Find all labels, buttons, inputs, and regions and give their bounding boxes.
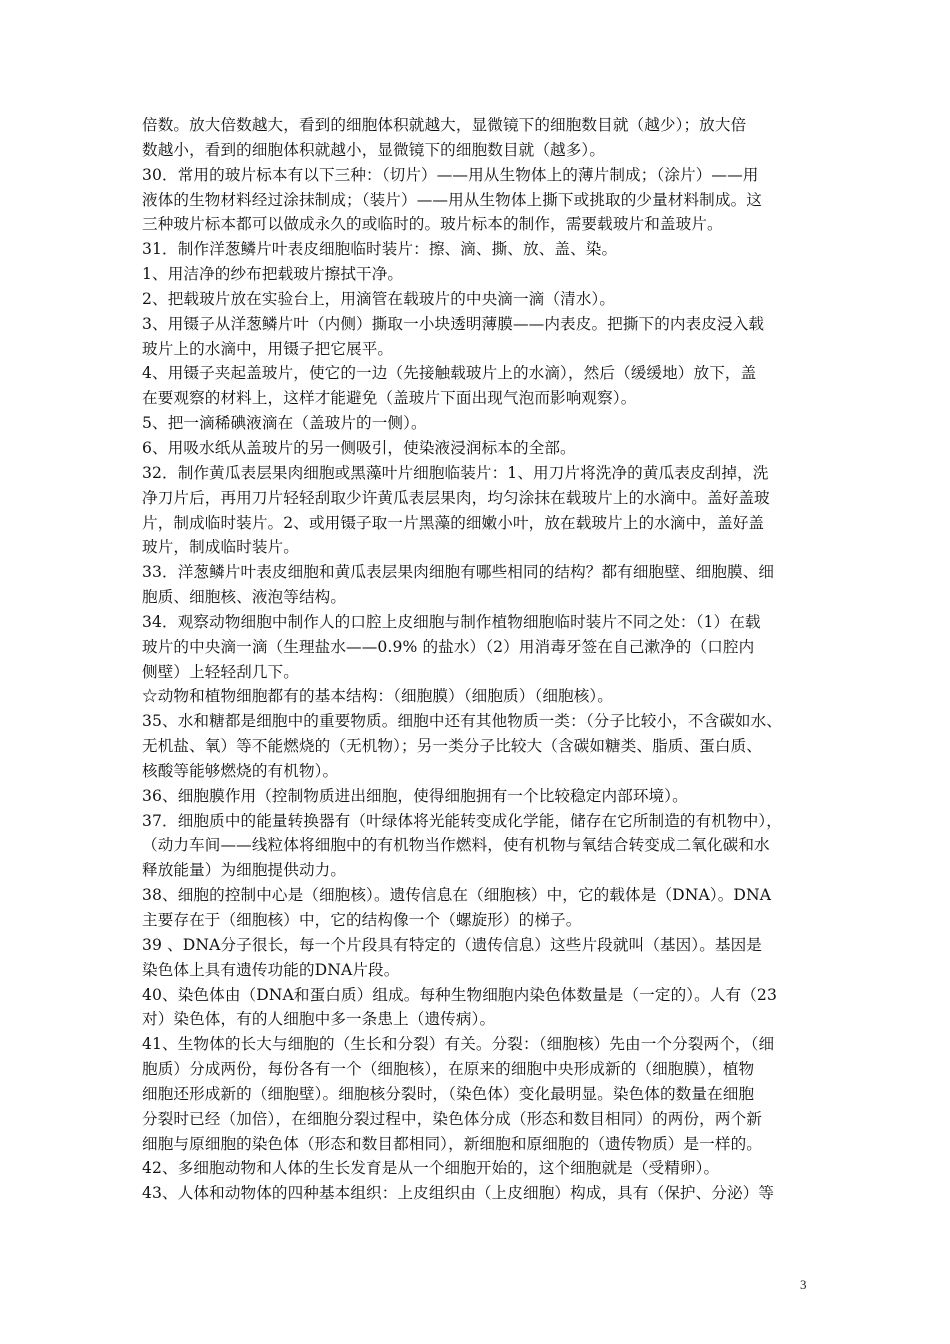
text-line: 41、生物体的长大与细胞的（生长和分裂）有关。分裂：（细胞核）先由一个分裂两个，（细: [142, 1035, 775, 1054]
text-line: 1、用洁净的纱布把载玻片擦拭干净。: [142, 265, 404, 284]
text-line: 38、细胞的控制中心是（细胞核）。遗传信息在（细胞核）中，它的载体是（DNA）。DNA: [142, 886, 772, 905]
text-line: 对）染色体，有的人细胞中多一条患上（遗传病）。: [142, 1010, 496, 1029]
text-line: 染色体上具有遗传功能的DNA片段。: [142, 960, 400, 979]
text-line: 在要观察的材料上，这样才能避免（盖玻片下面出现气泡而影响观察）。: [142, 389, 637, 408]
text-line: ☆动物和植物细胞都有的基本结构：（细胞膜）（细胞质）（细胞核）。: [142, 687, 614, 706]
text-line: 倍数。放大倍数越大，看到的细胞体积就越大，显微镜下的细胞数目就（越少）；放大倍: [142, 116, 747, 134]
text-line: 释放能量）为细胞提供动力。: [142, 861, 347, 880]
text-line: 三种玻片标本都可以做成永久的或临时的。玻片标本的制作，需要载玻片和盖玻片。: [142, 215, 723, 234]
text-line: 数越小，看到的细胞体积就越小，显微镜下的细胞数目就（越多）。: [142, 140, 606, 159]
text-line: 5、把一滴稀碘液滴在（盖玻片的一侧）。: [142, 414, 427, 433]
text-line: 43、人体和动物体的四种基本组织：上皮组织由（上皮细胞）构成，具有（保护、分泌）等: [142, 1184, 775, 1203]
text-line: 36、细胞膜作用（控制物质进出细胞，使得细胞拥有一个比较稳定内部环境）。: [142, 786, 688, 805]
text-line: 主要存在于（细胞核）中，它的结构像一个（螺旋形）的梯子。: [142, 911, 582, 929]
text-line: 4、用镊子夹起盖玻片，使它的一边（先接触载玻片上的水滴），然后（缓缓地）放下，盖: [142, 364, 757, 383]
text-line: 液体的生物材料经过涂抹制成；（装片）——用从生物体上撕下或挑取的少量材料制成。这: [142, 190, 762, 209]
text-line: 玻片的中央滴一滴（生理盐水——0.9% 的盐水）（2）用消毒牙签在自己漱净的（口腔内: [142, 637, 755, 656]
page-body: [142, 113, 812, 1206]
text-line: 2、把载玻片放在实验台上，用滴管在载玻片的中央滴一滴（清水）。: [142, 289, 616, 308]
text-line: 核酸等能够燃烧的有机物）。: [142, 761, 339, 780]
text-line: 细胞还形成新的（细胞壁）。细胞核分裂时，（染色体）变化最明显。染色体的数量在细胞: [142, 1084, 755, 1103]
text-line: 40、染色体由（DNA和蛋白质）组成。每种生物细胞内染色体数量是（一定的）。人有（23: [142, 985, 777, 1004]
text-line: 34．观察动物细胞中制作人的口腔上皮细胞与制作植物细胞临时装片不同之处：（1）在载: [142, 612, 761, 631]
text-line: 玻片，制成临时装片。: [142, 538, 299, 557]
text-line: 39 、DNA分子很长，每一个片段具有特定的（遗传信息）这些片段就叫（基因）。基因是: [142, 935, 762, 954]
text-line: 31．制作洋葱鳞片叶表皮细胞临时装片：擦、滴、撕、放、盖、染。: [142, 240, 618, 259]
text-line: 胞质）分成两份，每份各有一个（细胞核），在原来的细胞中央形成新的（细胞膜），植物: [142, 1060, 755, 1079]
text-line: （动力车间——线粒体将细胞中的有机物当作燃料，使有机物与氧结合转变成二氧化碳和水: [142, 836, 770, 855]
text-line: 42、多细胞动物和人体的生长发育是从一个细胞开始的，这个细胞就是（受精卵）。: [142, 1159, 720, 1178]
text-line: 35、水和糖都是细胞中的重要物质。细胞中还有其他物质一类：（分子比较小，不含碳如水、: [142, 712, 782, 731]
text-line: 分裂时已经（加倍），在细胞分裂过程中，染色体分成（形态和数目相同）的两份，两个新: [142, 1109, 762, 1128]
text-line: 胞质、细胞核、液泡等结构。: [142, 588, 347, 607]
text-line: 细胞与原细胞的染色体（形态和数目都相同），新细胞和原细胞的（遗传物质）是一样的。: [142, 1134, 762, 1153]
text-line: 33．洋葱鳞片叶表皮细胞和黄瓜表层果肉细胞有哪些相同的结构？都有细胞壁、细胞膜、细: [142, 563, 775, 582]
text-line: 3、用镊子从洋葱鳞片叶（内侧）撕取一小块透明薄膜——内表皮。把撕下的内表皮浸入载: [142, 314, 765, 333]
text-line: 37．细胞质中的能量转换器有（叶绿体将光能转变成化学能，储存在它所制造的有机物中），: [142, 811, 782, 830]
page-number: 3: [800, 1277, 807, 1292]
text-line: 6、用吸水纸从盖玻片的另一侧吸引，使染液浸润标本的全部。: [142, 438, 576, 457]
text-line: 净刀片后，再用刀片轻轻刮取少许黄瓜表层果肉，均匀涂抹在载玻片上的水滴中。盖好盖玻: [142, 488, 770, 507]
text-line: 30．常用的玻片标本有以下三种：（切片）——用从生物体上的薄片制成；（涂片）——用: [142, 165, 759, 184]
text-line: 无机盐、氧）等不能燃烧的（无机物）；另一类分子比较大（含碳如糖类、脂质、蛋白质、: [142, 737, 762, 756]
text-line: 侧壁）上轻轻刮几下。: [142, 662, 299, 681]
text-line: 片，制成临时装片。2、或用镊子取一片黑藻的细嫩小叶，放在载玻片上的水滴中，盖好盖: [142, 513, 765, 532]
text-line: 玻片上的水滴中，用镊子把它展平。: [142, 339, 394, 358]
text-line: 32．制作黄瓜表层果肉细胞或黑藻叶片细胞临装片：1、用刀片将洗净的黄瓜表皮刮掉，洗: [142, 463, 769, 482]
